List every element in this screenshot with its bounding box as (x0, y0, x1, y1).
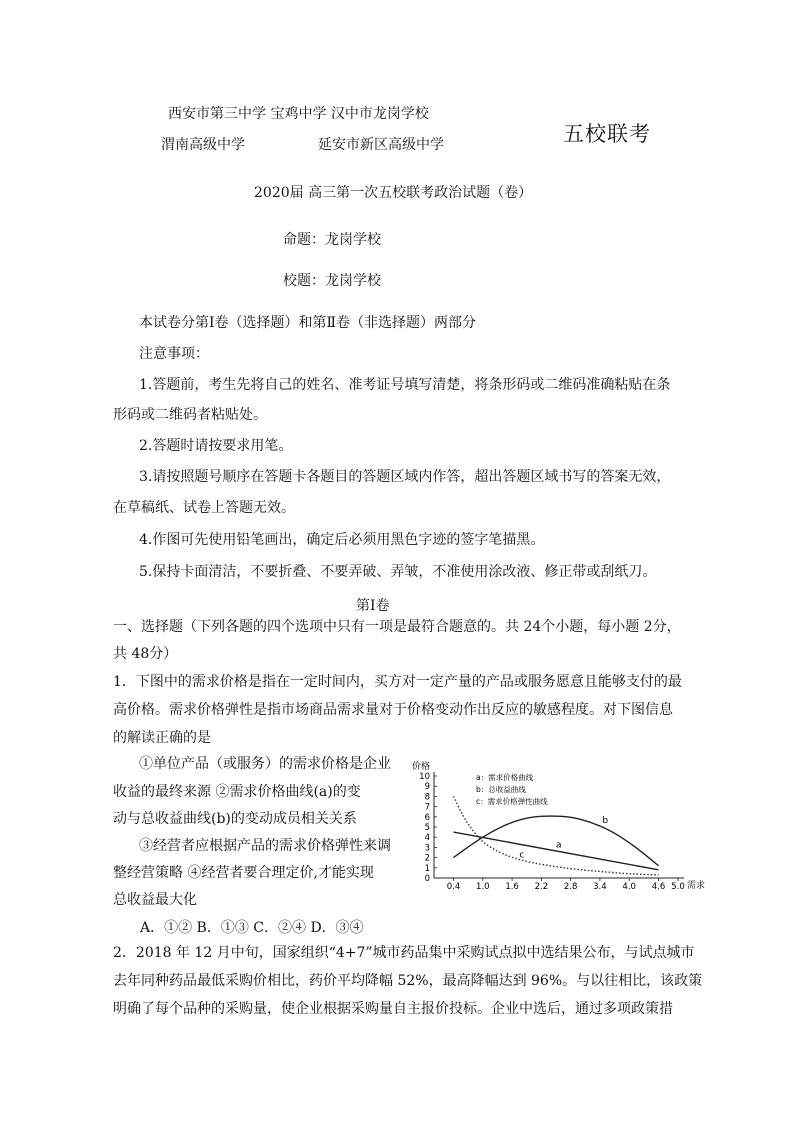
notice-item: 1.答题前，考生先将自己的姓名、准考证号填写清楚，将条形码或二维码准确粘贴在条 (139, 377, 671, 393)
header-schools-line2-left: 渭南高级中学 (161, 137, 245, 153)
y-tick-label: 3 (424, 843, 430, 854)
legend-entry-a: a：需求价格曲线 (476, 773, 534, 782)
question-1-stem: 1．下图中的需求价格是指在一定时间内，买方对一定产量的产品或服务愿意且能够支付的最 (113, 674, 682, 690)
question-2-stem: 明确了每个品种的采购量，使企业根据采购量自主报价投标。企业中选后，通过多项政策措 (113, 1001, 673, 1017)
x-axis-label: 需求 (687, 881, 706, 891)
notice-item-cont: 形码或二维码者粘贴处。 (113, 407, 267, 423)
page-title: 2020届 高三第一次五校联考政治试题（卷） (254, 185, 533, 201)
reviewer-line: 校题：龙岗学校 (283, 273, 381, 289)
section-title: 第Ⅰ卷 (356, 598, 390, 614)
y-tick-label: 4 (424, 833, 430, 844)
x-tick-label: 4.6 (651, 882, 666, 892)
legend-entry-c: c：需求价格弹性曲线 (476, 797, 548, 806)
header-schools-line2-right: 延安市新区高级中学 (318, 137, 444, 153)
x-tick-label: 4.0 (622, 882, 636, 892)
question-1-answers: A．①② B．①③ C．②④ D．③④ (140, 920, 364, 936)
x-tick-label: 2.2 (534, 882, 549, 892)
question-1-option: 收益的最终来源 ②需求价格曲线(a)的变 (113, 784, 361, 800)
x-tick-label: 5.0 (671, 882, 685, 892)
series-line-a (454, 832, 659, 870)
structure-note: 本试卷分第Ⅰ卷（选择题）和第Ⅱ卷（非选择题）两部分 (139, 315, 477, 331)
notice-item: 5.保持卡面清洁，不要折叠、不要弄破、弄皱，不准使用涂改液、修正带或刮纸刀。 (139, 564, 657, 580)
section-instruction-cont: 共 48分） (113, 646, 178, 662)
curve-label-b: b (602, 815, 609, 826)
demand-price-chart (412, 760, 712, 895)
curve-label-c: c (519, 850, 525, 861)
legend-entry-b: b：总收益曲线 (476, 785, 526, 794)
question-1-option: ①单位产品（或服务）的需求价格是企业 (139, 756, 391, 772)
question-1-option: 整经营策略 ④经营者要合理定价,才能实现 (113, 865, 374, 881)
y-tick-label: 6 (424, 812, 430, 823)
question-1-option: ③经营者应根据产品的需求价格弹性来调 (139, 838, 391, 854)
y-axis-label: 价格 (412, 762, 431, 772)
question-1-stem: 的解读正确的是 (113, 730, 211, 746)
chart-series (454, 796, 659, 875)
x-ticks (447, 878, 685, 892)
question-1-option: 动与总收益曲线(b)的变动成员相关关系 (113, 811, 357, 827)
exam-stamp: 五校联考 (563, 122, 651, 146)
x-tick-label: 1.0 (476, 882, 490, 892)
y-tick-label: 2 (424, 853, 430, 864)
notice-item-cont: 在草稿纸、试卷上答题无效。 (113, 500, 295, 516)
x-tick-label: 3.4 (593, 882, 607, 892)
chart-axes (434, 772, 684, 878)
y-tick-label: 7 (424, 802, 430, 813)
notice-item: 4.作图可先使用铅笔画出，确定后必须用黑色字迹的签字笔描黑。 (139, 532, 545, 548)
notice-item: 2.答题时请按要求用笔。 (139, 438, 293, 454)
question-2-stem: 2．2018 年 12 月中旬，国家组织“4+7”城市药品集中采购试点拟中选结果公布，与试点城市 (113, 945, 695, 961)
x-tick-label: 0.4 (446, 882, 461, 892)
question-1-stem: 高价格。需求价格弹性是指市场商品需求量对于价格变动作出反应的敏感程度。对下图信息 (113, 702, 673, 718)
y-tick-label: 0 (424, 874, 430, 884)
notice-heading: 注意事项： (139, 346, 209, 362)
y-tick-label: 1 (424, 863, 430, 874)
y-tick-label: 8 (424, 792, 430, 803)
x-tick-label: 1.6 (505, 882, 519, 892)
author-line: 命题：龙岗学校 (283, 232, 381, 248)
section-instruction: 一、选择题（下列各题的四个选项中只有一项是最符合题意的。共 24个小题，每小题 2分， (113, 619, 681, 635)
header-schools-line1: 西安市第三中学 宝鸡中学 汉中市龙岗学校 (168, 106, 429, 122)
notice-item: 3.请按照题号顺序在答题卡各题目的答题区域内作答，超出答题区域书写的答案无效， (139, 469, 671, 485)
x-tick-label: 2.8 (563, 882, 578, 892)
curve-label-a: a (556, 840, 562, 851)
question-2-stem: 去年同种药品最低采购价相比，药价平均降幅 52%，最高降幅达到 96%。与以往相比，该政策 (113, 973, 703, 989)
question-1-option: 总收益最大化 (113, 892, 197, 908)
y-tick-label: 10 (419, 772, 430, 782)
y-tick-label: 9 (424, 782, 430, 793)
y-tick-label: 5 (424, 823, 430, 833)
